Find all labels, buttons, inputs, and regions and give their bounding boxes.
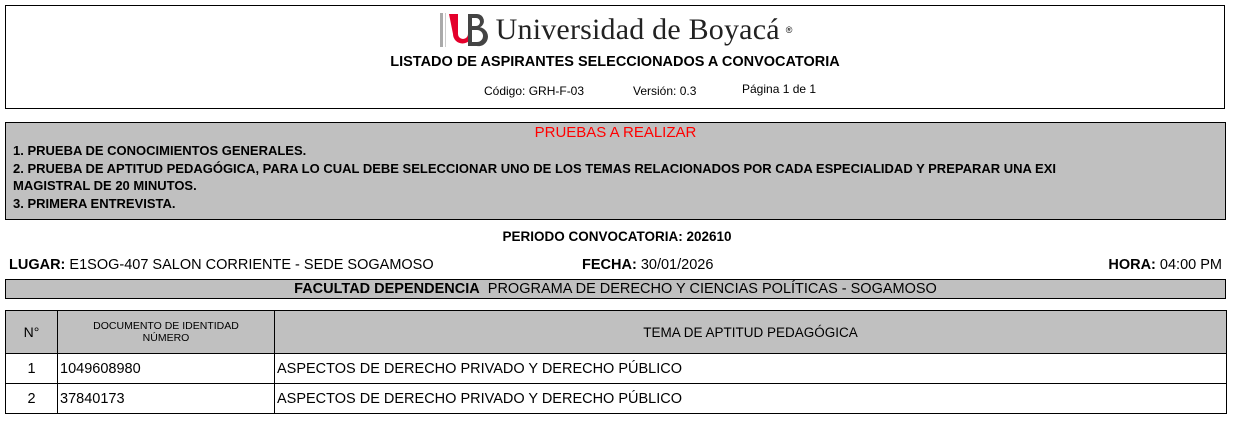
prueba-item-2-continuation: MAGISTRAL DE 20 MINUTOS. (13, 178, 197, 193)
lugar-label: LUGAR: (9, 257, 66, 273)
column-header-documento-line2: NÚMERO (142, 332, 190, 344)
aspirantes-table (5, 310, 1227, 414)
fecha-field (582, 257, 713, 273)
column-header-tema: TEMA DE APTITUD PEDAGÓGICA (275, 311, 1227, 354)
hora-value: 04:00 PM (1159, 257, 1222, 273)
facultad-label: FACULTAD DEPENDENCIA (294, 281, 480, 297)
periodo-convocatoria: PERIODO CONVOCATORIA: 202610 (502, 229, 732, 244)
column-header-num: N° (6, 311, 58, 354)
fecha-value: 30/01/2026 (640, 257, 714, 273)
lugar-field (9, 257, 434, 273)
codigo-label: Código: GRH-F-03 (484, 84, 585, 98)
row-tema: ASPECTOS DE DERECHO PRIVADO Y DERECHO PÚBLICO (275, 354, 1227, 384)
logo-row (6, 12, 1224, 52)
row-tema: ASPECTOS DE DERECHO PRIVADO Y DERECHO PÚBLICO (275, 384, 1227, 414)
pruebas-title: PRUEBAS A REALIZAR (534, 124, 697, 141)
pagina-label: Página 1 de 1 (742, 82, 817, 96)
hora-field (1108, 257, 1222, 273)
row-num: 1 (6, 354, 58, 384)
table-row (6, 354, 1227, 384)
facultad-band (5, 279, 1226, 299)
table-row (6, 384, 1227, 414)
ub-logo-mark-icon (438, 12, 490, 48)
row-num: 2 (6, 384, 58, 414)
pruebas-section (5, 122, 1226, 220)
document-title: LISTADO DE ASPIRANTES SELECCIONADOS A CONVOCATORIA (390, 54, 840, 70)
prueba-item-3: 3. PRIMERA ENTREVISTA. (13, 195, 176, 211)
university-logo (438, 12, 793, 48)
column-header-documento-line1: DOCUMENTO DE IDENTIDAD (93, 320, 239, 332)
row-documento: 37840173 (58, 384, 275, 414)
row-documento: 1049608980 (58, 354, 275, 384)
fecha-label: FECHA: (582, 257, 637, 273)
prueba-item-1: 1. PRUEBA DE CONOCIMIENTOS GENERALES. (13, 143, 307, 158)
registered-mark: ® (785, 25, 793, 35)
prueba-item-2: 2. PRUEBA DE APTITUD PEDAGÓGICA, PARA LO CUAL DEBE SELECCIONAR UNO DE LOS TEMAS RELACIONADOS POR CADA ESPECIALIDAD Y PREPARAR UNA EXI (13, 160, 1056, 176)
document-header (5, 5, 1225, 109)
column-header-documento (58, 311, 275, 354)
table-header-row (6, 311, 1227, 354)
university-name: Universidad de Boyacá (495, 13, 780, 46)
lugar-value: E1SOG-407 SALON CORRIENTE - SEDE SOGAMOSO (69, 257, 434, 273)
hora-label: HORA: (1108, 257, 1156, 273)
version-label: Versión: 0.3 (633, 84, 697, 98)
facultad-value: PROGRAMA DE DERECHO Y CIENCIAS POLÍTICAS - SOGAMOSO (487, 281, 937, 297)
